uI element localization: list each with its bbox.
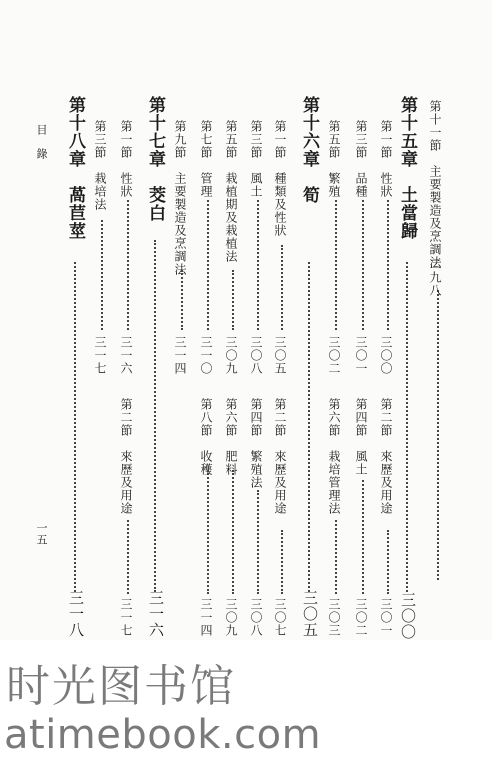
toc-entry-page: 三〇八 <box>249 598 263 637</box>
leader-dots <box>232 470 234 594</box>
toc-entry-title: 第九節 主要製造及烹調法 <box>173 120 187 276</box>
watermark-url: atimebook.com <box>4 712 322 758</box>
toc-entry-page: 三一六 <box>119 336 133 375</box>
toc-entry-page: 三〇九 <box>224 598 238 637</box>
toc-entry-page: 三〇七 <box>273 598 287 637</box>
toc-entry-page: 三一〇 <box>199 336 213 375</box>
toc-entry-title: 第六節 肥料 <box>224 398 238 476</box>
leader-dots <box>406 262 408 592</box>
running-header-lu: 錄 <box>35 148 48 160</box>
toc-entry-title: 第二節 來歷及用途 <box>379 398 393 515</box>
watermark-chinese: 时光图书馆 <box>6 661 236 712</box>
toc-entry-page: 三一七 <box>93 336 107 375</box>
chapter-title: 第十七章 茭白 <box>145 96 165 222</box>
toc-entry-title: 第五節 栽植期及栽植法 <box>224 120 238 263</box>
leader-dots <box>74 262 76 592</box>
toc-entry-page: 三一六 <box>147 590 165 638</box>
toc-entry-title: 第一節 性狀 <box>379 120 393 198</box>
page-number: 一五 <box>35 522 48 546</box>
leader-dots <box>207 470 209 594</box>
toc-entry-title: 第二節 來歷及用途 <box>119 398 133 515</box>
leader-dots <box>281 530 283 594</box>
chapter-title: 第十八章 萵苣莖 <box>65 96 85 240</box>
toc-entry-title: 第三節 品種 <box>354 120 368 198</box>
leader-dots <box>257 490 259 594</box>
toc-entry-page: 三〇三 <box>327 598 341 637</box>
leader-dots <box>335 200 337 330</box>
toc-entry-title: 第一節 種類及性狀 <box>273 120 287 237</box>
toc-entry-title: 第三節 風土 <box>249 120 263 198</box>
leader-dots <box>387 530 389 594</box>
toc-entry-title: 第七節 管理 <box>199 120 213 198</box>
toc-entry-page: 三〇五 <box>301 590 319 638</box>
toc-entry-page: 三一四 <box>173 336 187 375</box>
toc-entry-page: 三〇五 <box>273 336 287 375</box>
toc-entry-title: 第三節 栽培法 <box>93 120 107 211</box>
leader-dots <box>437 290 439 580</box>
running-header-mu: 目 <box>35 124 48 136</box>
toc-entry-page: 三〇二 <box>327 336 341 375</box>
leader-dots <box>281 245 283 330</box>
leader-dots <box>207 200 209 330</box>
toc-entry-title: 第八節 收穫 <box>199 398 213 476</box>
toc-entry-title: 第五節 繁殖 <box>327 120 341 198</box>
toc-entry-page: 三一七 <box>119 598 133 637</box>
leader-dots <box>101 220 103 330</box>
leader-dots <box>127 200 129 330</box>
leader-dots <box>335 520 337 594</box>
toc-entry-page: 三〇九 <box>224 336 238 375</box>
toc-entry-title: 第一節 性狀 <box>119 120 133 198</box>
toc-entry-page: 三〇〇 <box>379 336 393 375</box>
leader-dots <box>362 480 364 594</box>
chapter-title: 第十六章 筍 <box>299 96 319 204</box>
toc-entry-page: 三〇〇 <box>399 592 417 640</box>
toc-entry-page: 二九八 <box>428 258 442 297</box>
chapter-title: 第十五章 土當歸 <box>397 96 417 240</box>
toc-entry-page: 三一四 <box>199 598 213 637</box>
toc-entry-title: 第六節 栽培管理法 <box>327 398 341 515</box>
leader-dots <box>181 270 183 330</box>
toc-entry-page: 三〇八 <box>249 336 263 375</box>
leader-dots <box>232 270 234 330</box>
toc-entry-page: 三〇二 <box>354 598 368 637</box>
toc-entry-title: 第十一節 主要製造及烹調法 <box>428 100 442 269</box>
leader-dots <box>154 240 156 592</box>
toc-entry-page: 三〇一 <box>354 336 368 375</box>
leader-dots <box>127 520 129 594</box>
toc-entry-title: 第四節 繁殖法 <box>249 398 263 489</box>
leader-dots <box>257 200 259 330</box>
leader-dots <box>387 200 389 330</box>
leader-dots <box>308 262 310 592</box>
toc-entry-title: 第四節 風土 <box>354 398 368 476</box>
toc-entry-title: 第二節 來歷及用途 <box>273 398 287 515</box>
leader-dots <box>362 200 364 330</box>
toc-entry-page: 三一八 <box>67 590 85 638</box>
toc-entry-page: 三〇一 <box>379 598 393 637</box>
